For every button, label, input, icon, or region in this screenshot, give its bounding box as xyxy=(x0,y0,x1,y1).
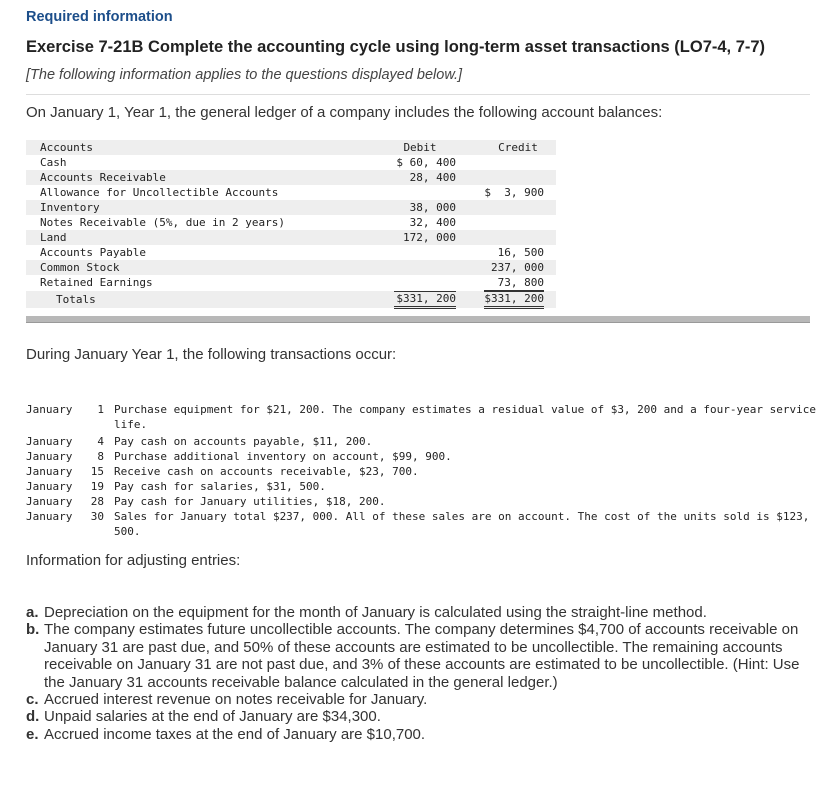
adjustment-item xyxy=(26,604,811,621)
transaction-day: 28 xyxy=(90,495,104,508)
required-information-heading: Required information xyxy=(26,9,173,25)
ledger-row xyxy=(26,155,556,170)
ledger-row xyxy=(26,260,556,275)
ledger-row xyxy=(26,185,556,200)
ledger-account: Inventory xyxy=(40,201,100,214)
transaction-text: Purchase equipment for $21, 200. The company estimates a residual value of $3, 200 and a four-year service life. xyxy=(114,403,816,431)
intro-text: On January 1, Year 1, the general ledger of a company includes the following account balances: xyxy=(26,104,663,121)
ledger-debit: 38, 000 xyxy=(409,201,456,214)
transaction-day: 8 xyxy=(97,450,104,463)
header-debit: Debit xyxy=(403,141,437,154)
exercise-title: Exercise 7-21B Complete the accounting cycle using long-term asset transactions (LO7-4, 7-7) xyxy=(26,38,766,56)
adjustment-text: Accrued interest revenue on notes receivable for January. xyxy=(44,691,428,709)
transaction-day: 1 xyxy=(97,403,104,416)
adjusting-info-heading: Information for adjusting entries: xyxy=(26,552,241,569)
adjustment-text: Accrued income taxes at the end of January are $10,700. xyxy=(44,725,426,743)
adjustment-item xyxy=(26,621,811,691)
header-accounts: Accounts xyxy=(40,141,93,154)
transaction-day: 19 xyxy=(90,480,104,493)
ledger-row xyxy=(26,200,556,215)
transaction-month: January xyxy=(26,495,73,508)
adjustment-label: b. xyxy=(26,621,40,639)
ledger-row xyxy=(26,230,556,245)
transaction-text: Purchase additional inventory on account, $99, 900. xyxy=(114,450,452,463)
adjustments-list xyxy=(26,604,811,743)
ledger-debit: 172, 000 xyxy=(403,231,456,244)
transaction-month: January xyxy=(26,510,73,523)
adjustment-label: d. xyxy=(26,708,40,726)
adjustment-item xyxy=(26,708,811,725)
transaction-day: 4 xyxy=(97,435,104,448)
ledger-totals-row xyxy=(26,291,556,308)
transaction-text: Receive cash on accounts receivable, $23, 700. xyxy=(114,465,419,478)
adjustment-item xyxy=(26,691,811,708)
ledger-row xyxy=(26,215,556,230)
header-credit: Credit xyxy=(498,141,538,154)
adjustment-label: c. xyxy=(26,691,39,709)
transaction-month: January xyxy=(26,465,73,478)
transaction-month: January xyxy=(26,450,73,463)
ledger-debit: 32, 400 xyxy=(409,216,456,229)
ledger-table xyxy=(26,140,556,308)
transaction-text: Sales for January total $237, 000. All of these sales are on account. The cost of the units sold is $123, 500. xyxy=(114,510,810,538)
adjustment-label: a. xyxy=(26,604,39,621)
transaction-row xyxy=(26,449,816,464)
transaction-text: Pay cash for January utilities, $18, 200. xyxy=(114,495,386,508)
transaction-row xyxy=(26,402,816,432)
ledger-row xyxy=(26,275,556,290)
transaction-month: January xyxy=(26,435,73,448)
transaction-row xyxy=(26,464,816,479)
during-text: During January Year 1, the following transactions occur: xyxy=(26,346,397,363)
adjustment-text: Depreciation on the equipment for the month of January is calculated using the straight-line method. xyxy=(44,604,707,621)
ledger-bottom-bar xyxy=(26,316,810,323)
ledger-account: Retained Earnings xyxy=(40,276,153,289)
transaction-day: 15 xyxy=(90,465,104,478)
transaction-month: January xyxy=(26,480,73,493)
transaction-day: 30 xyxy=(90,510,104,523)
ledger-account: Notes Receivable (5%, due in 2 years) xyxy=(40,216,286,229)
ledger-account: Common Stock xyxy=(40,261,120,274)
ledger-account: Accounts Payable xyxy=(40,246,146,259)
ledger-credit: 16, 500 xyxy=(497,246,544,259)
totals-debit: $331, 200 xyxy=(394,291,456,309)
transaction-row xyxy=(26,434,816,449)
ledger-debit: $ 60, 400 xyxy=(396,156,456,169)
applies-note: [The following information applies to the questions displayed below.] xyxy=(26,67,463,83)
totals-label: Totals xyxy=(56,293,96,306)
ledger-row xyxy=(26,170,556,185)
ledger-account: Cash xyxy=(40,156,67,169)
adjustment-label: e. xyxy=(26,725,39,743)
transaction-text: Pay cash for salaries, $31, 500. xyxy=(114,480,326,493)
transaction-row xyxy=(26,509,816,539)
transaction-row xyxy=(26,494,816,509)
ledger-credit: 237, 000 xyxy=(491,261,544,274)
ledger-account: Accounts Receivable xyxy=(40,171,166,184)
ledger-credit: $ 3, 900 xyxy=(484,186,544,199)
transactions-list xyxy=(26,402,816,539)
transaction-text: Pay cash on accounts payable, $11, 200. xyxy=(114,435,373,448)
adjustment-item xyxy=(26,726,811,743)
ledger-account: Allowance for Uncollectible Accounts xyxy=(40,186,279,199)
ledger-credit: 73, 800 xyxy=(484,275,544,291)
transaction-month: January xyxy=(26,403,73,416)
ledger-header-row xyxy=(26,140,556,155)
adjustment-text: Unpaid salaries at the end of January are $34,300. xyxy=(44,708,381,726)
ledger-account: Land xyxy=(40,231,67,244)
divider xyxy=(26,94,810,95)
adjustment-text: The company estimates future uncollectible accounts. The company determines $4,700 of accounts receivable on January 31 are past due, and 50% of these accounts are estimated to be uncollectible. The remaining accounts receivable on January 31 are not past due, and 3% of these accounts are estimated to be uncollectible. (Hint: Use the January 31 accounts receivable balance calculated in the general ledger.) xyxy=(44,621,800,691)
transaction-row xyxy=(26,479,816,494)
ledger-debit: 28, 400 xyxy=(409,171,456,184)
totals-credit: $331, 200 xyxy=(484,291,544,309)
ledger-row xyxy=(26,245,556,260)
